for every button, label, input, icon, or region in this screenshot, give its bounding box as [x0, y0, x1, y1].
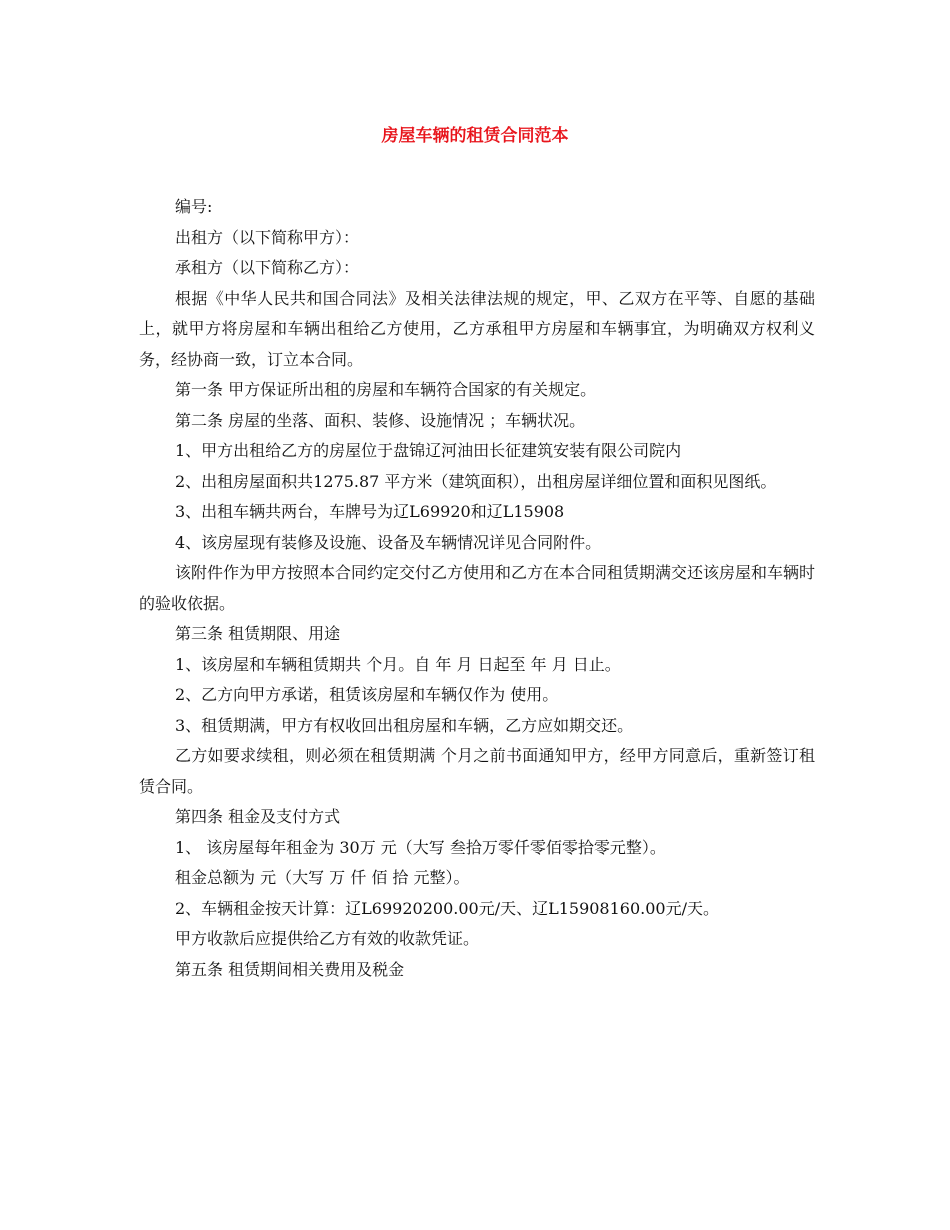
article-3-item-2: 2、乙方向甲方承诺，租赁该房屋和车辆仅作为 使用。	[175, 685, 559, 704]
article-4-item-2: 2、车辆租金按天计算：辽L69920200.00元/天、辽L15908160.00元/天。	[175, 898, 719, 918]
article-1-heading: 第一条 甲方保证所出租的房屋和车辆符合国家的有关规定。	[175, 380, 597, 399]
lessor-line: 出租方（以下简称甲方）：	[175, 227, 360, 247]
preamble-paragraph: 根据《中华人民共和国合同法》及相关法律法规的规定，甲、乙双方在平等、自愿的基础上，就甲方将房屋和车辆出租给乙方使用，乙方承租甲方房屋和车辆事宜，为明确双方权利义务，经协商一致，订立本合同。	[139, 288, 815, 369]
article-3-heading: 第三条 租赁期限、用途	[175, 624, 341, 643]
total-rent-line: 租金总额为 元（大写 万 仟 佰 拾 元整）。	[175, 868, 470, 887]
article-2-item-2: 2、出租房屋面积共1275.87 平方米（建筑面积），出租房屋详细位置和面积见图纸。	[175, 471, 777, 491]
article-2-item-3: 3、出租车辆共两台，车牌号为辽L69920和辽L15908	[175, 502, 565, 521]
receipt-paragraph: 甲方收款后应提供给乙方有效的收款凭证。	[175, 929, 480, 948]
article-4-item-1: 1、 该房屋每年租金为 30万 元（大写 叁拾万零仟零佰零拾零元整）。	[175, 837, 666, 857]
contract-number-line: 编号:	[175, 197, 213, 216]
article-3-item-1: 1、该房屋和车辆租赁期共 个月。自 年 月 日起至 年 月 日止。	[175, 654, 621, 674]
article-5-heading: 第五条 租赁期间相关费用及税金	[175, 959, 405, 979]
document-title: 房屋车辆的租赁合同范本	[381, 126, 569, 146]
document-body	[139, 192, 815, 985]
article-2-heading: 第二条 房屋的坐落、面积、装修、设施情况 ；车辆状况。	[175, 410, 586, 430]
article-2-item-4: 4、该房屋现有装修及设施、设备及车辆情况详见合同附件。	[175, 532, 602, 552]
renewal-paragraph: 乙方如要求续租，则必须在租赁期满 个月之前书面通知甲方，经甲方同意后，重新签订租赁合同。	[139, 746, 815, 796]
lessee-line: 承租方（以下简称乙方）：	[175, 258, 360, 277]
article-4-heading: 第四条 租金及支付方式	[175, 807, 341, 826]
attachment-paragraph: 该附件作为甲方按照本合同约定交付乙方使用和乙方在本合同租赁期满交还该房屋和车辆时的验收依据。	[139, 563, 816, 613]
article-2-item-1: 1、甲方出租给乙方的房屋位于盘锦辽河油田长征建筑安装有限公司院内	[175, 441, 682, 460]
article-3-item-3: 3、租赁期满，甲方有权收回出租房屋和车辆，乙方应如期交还。	[175, 715, 634, 735]
